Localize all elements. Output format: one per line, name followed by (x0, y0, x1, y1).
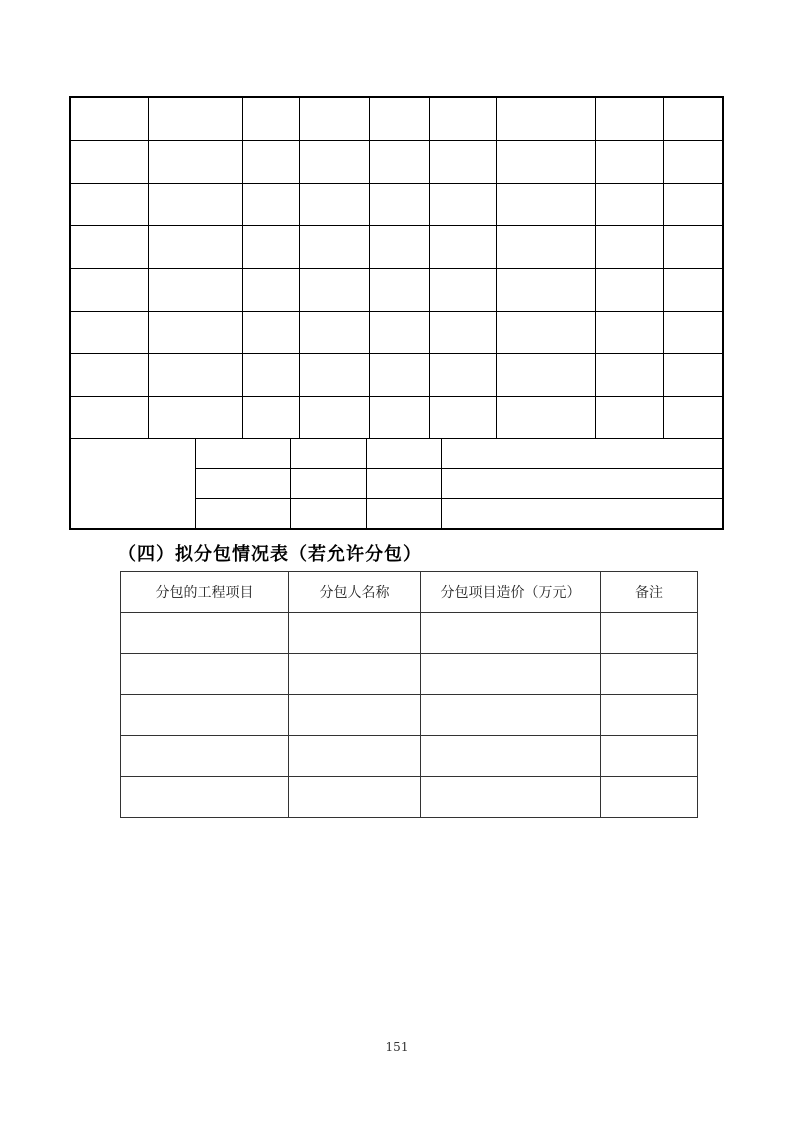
page-number: 151 (385, 1040, 409, 1054)
column-divider (148, 98, 149, 438)
table-cell[interactable] (121, 654, 289, 695)
row-divider (195, 468, 722, 469)
column-divider (195, 438, 196, 530)
table-cell[interactable] (289, 736, 421, 777)
column-divider (595, 98, 596, 438)
row-divider (71, 140, 722, 141)
table-header-row (121, 572, 698, 613)
table-row (121, 777, 698, 818)
subcontract-table (120, 571, 698, 818)
table-row (121, 613, 698, 654)
table-row (121, 654, 698, 695)
table-cell[interactable] (289, 695, 421, 736)
table-cell[interactable] (289, 613, 421, 654)
header-subcontract-item: 分包的工程项目 (121, 572, 289, 613)
table-cell[interactable] (121, 613, 289, 654)
row-divider (195, 498, 722, 499)
column-divider (496, 98, 497, 438)
column-divider (290, 438, 291, 530)
upper-form-table (69, 96, 724, 530)
table-cell[interactable] (289, 777, 421, 818)
table-cell[interactable] (121, 777, 289, 818)
table-cell[interactable] (601, 613, 698, 654)
table-cell[interactable] (601, 695, 698, 736)
column-divider (369, 98, 370, 438)
table-cell[interactable] (421, 695, 601, 736)
row-divider (71, 225, 722, 226)
column-divider (429, 98, 430, 438)
row-divider (71, 396, 722, 397)
table-cell[interactable] (601, 777, 698, 818)
row-divider (71, 438, 722, 439)
column-divider (242, 98, 243, 438)
row-divider (71, 268, 722, 269)
column-divider (663, 98, 664, 438)
table-cell[interactable] (601, 654, 698, 695)
table-row (121, 736, 698, 777)
table-cell[interactable] (421, 736, 601, 777)
table-cell[interactable] (289, 654, 421, 695)
row-divider (71, 311, 722, 312)
header-subcontract-cost: 分包项目造价（万元） (421, 572, 601, 613)
row-divider (71, 183, 722, 184)
header-remarks: 备注 (601, 572, 698, 613)
section-title: （四）拟分包情况表（若允许分包） (118, 544, 422, 565)
table-cell[interactable] (421, 613, 601, 654)
row-divider (71, 353, 722, 354)
table-cell[interactable] (121, 695, 289, 736)
table-cell[interactable] (601, 736, 698, 777)
table-cell[interactable] (421, 777, 601, 818)
table-cell[interactable] (421, 654, 601, 695)
column-divider (366, 438, 367, 530)
column-divider (299, 98, 300, 438)
table-cell[interactable] (121, 736, 289, 777)
table-row (121, 695, 698, 736)
header-subcontractor-name: 分包人名称 (289, 572, 421, 613)
column-divider (441, 438, 442, 530)
